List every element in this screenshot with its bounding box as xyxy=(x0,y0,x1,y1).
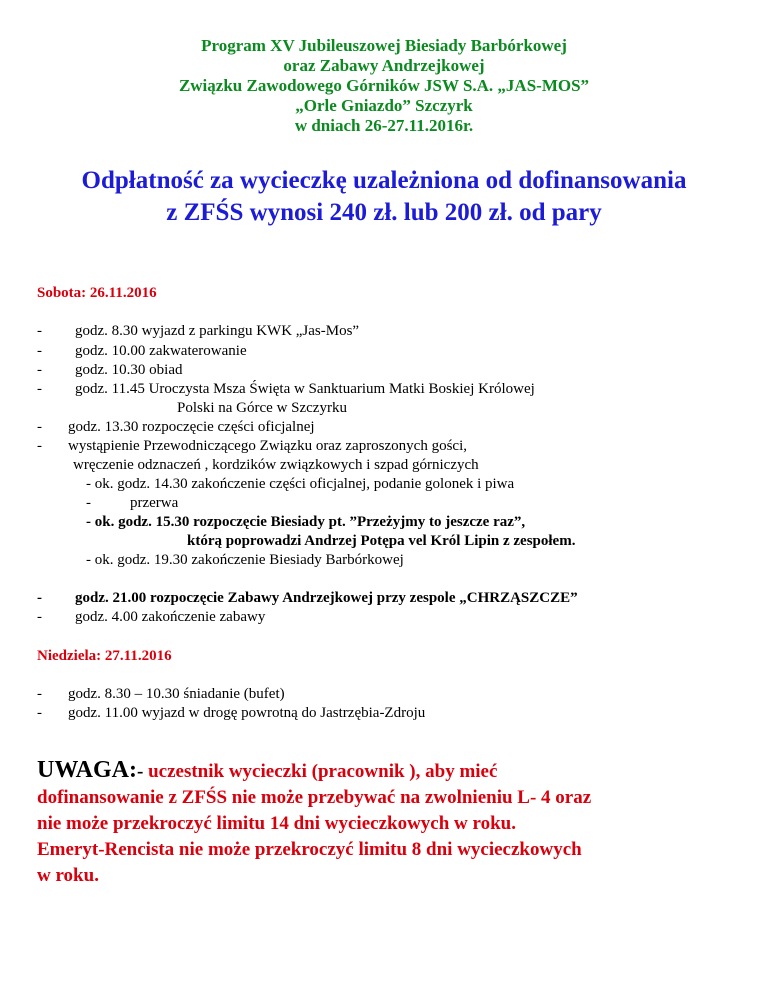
warning-text: w roku. xyxy=(37,865,99,886)
schedule-item-continuation: Polski na Górce w Szczyrku xyxy=(177,400,347,416)
schedule-item: wystąpienie Przewodniczącego Związku oraz zaproszonych gości, xyxy=(68,438,468,454)
schedule-item-continuation: wręczenie odznaczeń , kordzików związkowych i szpad górniczych xyxy=(73,457,479,473)
schedule-item: godz. 21.00 rozpoczęcie Zabawy Andrzejkowej przy zespole „CHRZĄSZCZE” xyxy=(75,590,578,606)
bullet-dash: - xyxy=(37,323,42,339)
bullet-dash: - xyxy=(37,438,42,454)
title-line: z ZFŚS wynosi 240 zł. lub 200 zł. od pary xyxy=(166,199,602,226)
schedule-item-continuation: którą poprowadzi Andrzej Potępa vel Król Lipin z zespołem. xyxy=(187,533,576,549)
schedule-item: przerwa xyxy=(130,495,179,511)
header-line: Program XV Jubileuszowej Biesiady Barbórkowej xyxy=(201,36,567,55)
schedule-item: godz. 4.00 zakończenie zabawy xyxy=(75,609,266,625)
warning-text: Emeryt-Rencista nie może przekroczyć limitu 8 dni wycieczkowych xyxy=(37,839,582,860)
header-line: „Orle Gniazdo” Szczyrk xyxy=(295,96,473,115)
warning-block xyxy=(37,757,757,889)
sunday-heading: Niedziela: 27.11.2016 xyxy=(37,648,172,664)
schedule-item: godz. 8.30 – 10.30 śniadanie (bufet) xyxy=(68,686,285,702)
bullet-dash: - xyxy=(37,343,42,359)
warning-text: nie może przekroczyć limitu 14 dni wycieczkowych w roku. xyxy=(37,813,516,834)
price-title xyxy=(0,165,768,229)
schedule-item: godz. 11.45 Uroczysta Msza Święta w Sanktuarium Matki Boskiej Królowej xyxy=(75,381,535,397)
program-header xyxy=(0,36,768,136)
warning-first-line xyxy=(37,757,757,785)
schedule-item: - ok. godz. 14.30 zakończenie części oficjalnej, podanie golonek i piwa xyxy=(86,476,515,492)
warning-label: UWAGA: xyxy=(37,757,137,783)
schedule-item: - ok. godz. 19.30 zakończenie Biesiady Barbórkowej xyxy=(86,552,404,568)
warning-text: dofinansowanie z ZFŚS nie może przebywać na zwolnieniu L- 4 oraz xyxy=(37,787,592,808)
bullet-dash: - xyxy=(37,590,42,606)
bullet-dash: - xyxy=(37,362,42,378)
bullet-dash: - xyxy=(37,609,42,625)
schedule-item: godz. 11.00 wyjazd w drogę powrotną do Jastrzębia-Zdroju xyxy=(68,705,426,721)
header-line: oraz Zabawy Andrzejkowej xyxy=(283,56,485,75)
schedule-item: godz. 10.00 zakwaterowanie xyxy=(75,343,247,359)
schedule-item: godz. 8.30 wyjazd z parkingu KWK „Jas-Mos” xyxy=(75,323,360,339)
bullet-dash: - xyxy=(37,419,42,435)
schedule-item: godz. 13.30 rozpoczęcie części oficjalnej xyxy=(68,419,315,435)
bullet-dash: - xyxy=(37,686,42,702)
bullet-dash: - xyxy=(37,381,42,397)
saturday-heading: Sobota: 26.11.2016 xyxy=(37,285,157,301)
warning-text: uczestnik wycieczki (pracownik ), aby mieć xyxy=(148,761,498,782)
schedule-item: - ok. godz. 15.30 rozpoczęcie Biesiady pt. ”Przeżyjmy to jeszcze raz”, xyxy=(86,514,526,530)
schedule-item: godz. 10.30 obiad xyxy=(75,362,183,378)
title-line: Odpłatność za wycieczkę uzależniona od dofinansowania xyxy=(81,167,687,194)
bullet-dash: - xyxy=(86,495,91,511)
header-line: Związku Zawodowego Górników JSW S.A. „JAS-MOS” xyxy=(178,76,590,95)
warning-dash: - xyxy=(137,761,149,782)
bullet-dash: - xyxy=(37,705,42,721)
header-line: w dniach 26-27.11.2016r. xyxy=(294,116,474,135)
